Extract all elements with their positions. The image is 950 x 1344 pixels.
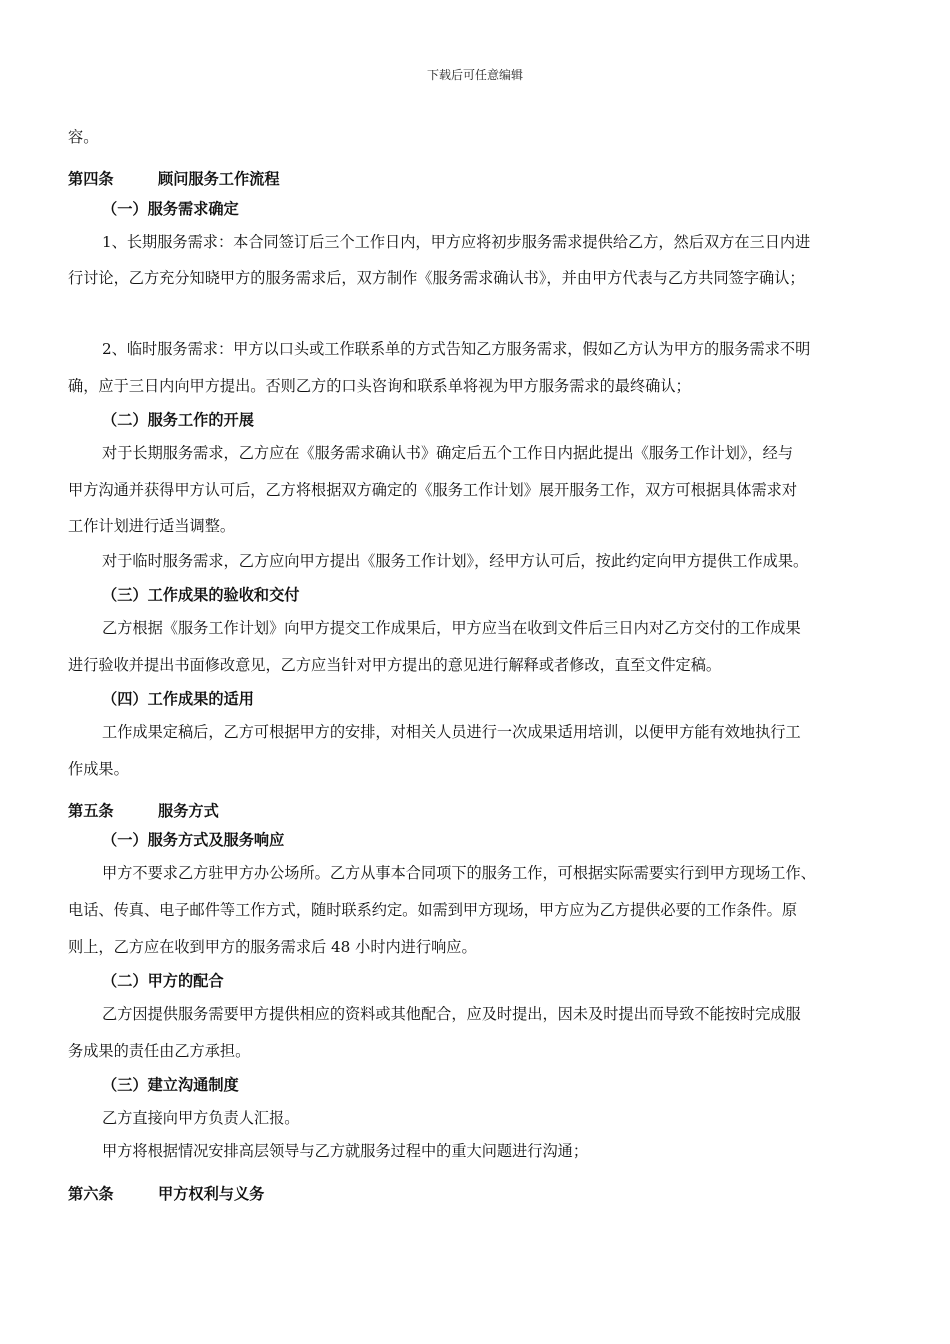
page-header: 下载后可任意编辑: [426, 68, 523, 82]
paragraph-line: 对于临时服务需求，乙方应向甲方提出《服务工作计划》，经甲方认可后，按此约定向甲方提供工作成果。: [102, 552, 809, 570]
paragraph-line: 务成果的责任由乙方承担。: [68, 1042, 251, 1060]
paragraph-line: 甲方将根据情况安排高层领导与乙方就服务过程中的重大问题进行沟通；: [102, 1142, 588, 1160]
article-title: 甲方权利与义务: [158, 1185, 265, 1203]
section-heading: （三）工作成果的验收和交付: [102, 586, 300, 604]
section-heading: （一）服务方式及服务响应: [102, 831, 285, 849]
paragraph-line: 甲方不要求乙方驻甲方办公场所。乙方从事本合同项下的服务工作，可根据实际需要实行到甲方现场工作、: [102, 864, 816, 882]
paragraph-line: 乙方因提供服务需要甲方提供相应的资料或其他配合，应及时提出，因未及时提出而导致不能按时完成服: [102, 1005, 801, 1023]
paragraph-line: 容。: [68, 128, 99, 146]
paragraph-line: 进行验收并提出书面修改意见，乙方应当针对甲方提出的意见进行解释或者修改，直至文件定稿。: [68, 656, 722, 674]
section-heading: （四）工作成果的适用: [102, 690, 254, 708]
article-heading: [68, 1184, 888, 1204]
paragraph-line: 乙方直接向甲方负责人汇报。: [102, 1109, 300, 1127]
paragraph-line: 则上，乙方应在收到甲方的服务需求后 48 小时内进行响应。: [68, 938, 477, 956]
paragraph-line: 对于长期服务需求，乙方应在《服务需求确认书》确定后五个工作日内据此提出《服务工作计划》，经与: [102, 444, 794, 462]
article-title: 服务方式: [158, 802, 219, 820]
section-heading: （三）建立沟通制度: [102, 1076, 239, 1094]
article-number: 第五条: [68, 802, 114, 820]
paragraph-line: 甲方沟通并获得甲方认可后，乙方将根据双方确定的《服务工作计划》展开服务工作，双方可根据具体需求对: [68, 481, 797, 499]
section-heading: （一）服务需求确定: [102, 200, 239, 218]
section-heading: （二）甲方的配合: [102, 972, 224, 990]
section-heading: （二）服务工作的开展: [102, 411, 254, 429]
paragraph-line: 电话、传真、电子邮件等工作方式，随时联系约定。如需到甲方现场，甲方应为乙方提供必要的工作条件。原: [68, 901, 797, 919]
paragraph-line: 工作成果定稿后，乙方可根据甲方的安排，对相关人员进行一次成果适用培训，以便甲方能有效地执行工: [102, 723, 801, 741]
paragraph-line: 行讨论，乙方充分知晓甲方的服务需求后，双方制作《服务需求确认书》，并由甲方代表与乙方共同签字确认；: [68, 269, 805, 287]
article-number: 第四条: [68, 170, 114, 188]
paragraph-line: 工作计划进行适当调整。: [68, 517, 236, 535]
article-title: 顾问服务工作流程: [158, 170, 280, 188]
article-heading: [68, 801, 888, 821]
paragraph-line: 确，应于三日内向甲方提出。否则乙方的口头咨询和联系单将视为甲方服务需求的最终确认；: [68, 377, 691, 395]
paragraph-line: 乙方根据《服务工作计划》向甲方提交工作成果后，甲方应当在收到文件后三日内对乙方交付的工作成果: [102, 619, 801, 637]
paragraph-line: 1、长期服务需求：本合同签订后三个工作日内，甲方应将初步服务需求提供给乙方，然后双方在三日内进: [102, 233, 811, 251]
article-number: 第六条: [68, 1185, 114, 1203]
paragraph-line: 2、临时服务需求：甲方以口头或工作联系单的方式告知乙方服务需求，假如乙方认为甲方的服务需求不明: [102, 340, 811, 358]
paragraph-line: 作成果。: [68, 760, 129, 778]
article-heading: [68, 169, 888, 189]
